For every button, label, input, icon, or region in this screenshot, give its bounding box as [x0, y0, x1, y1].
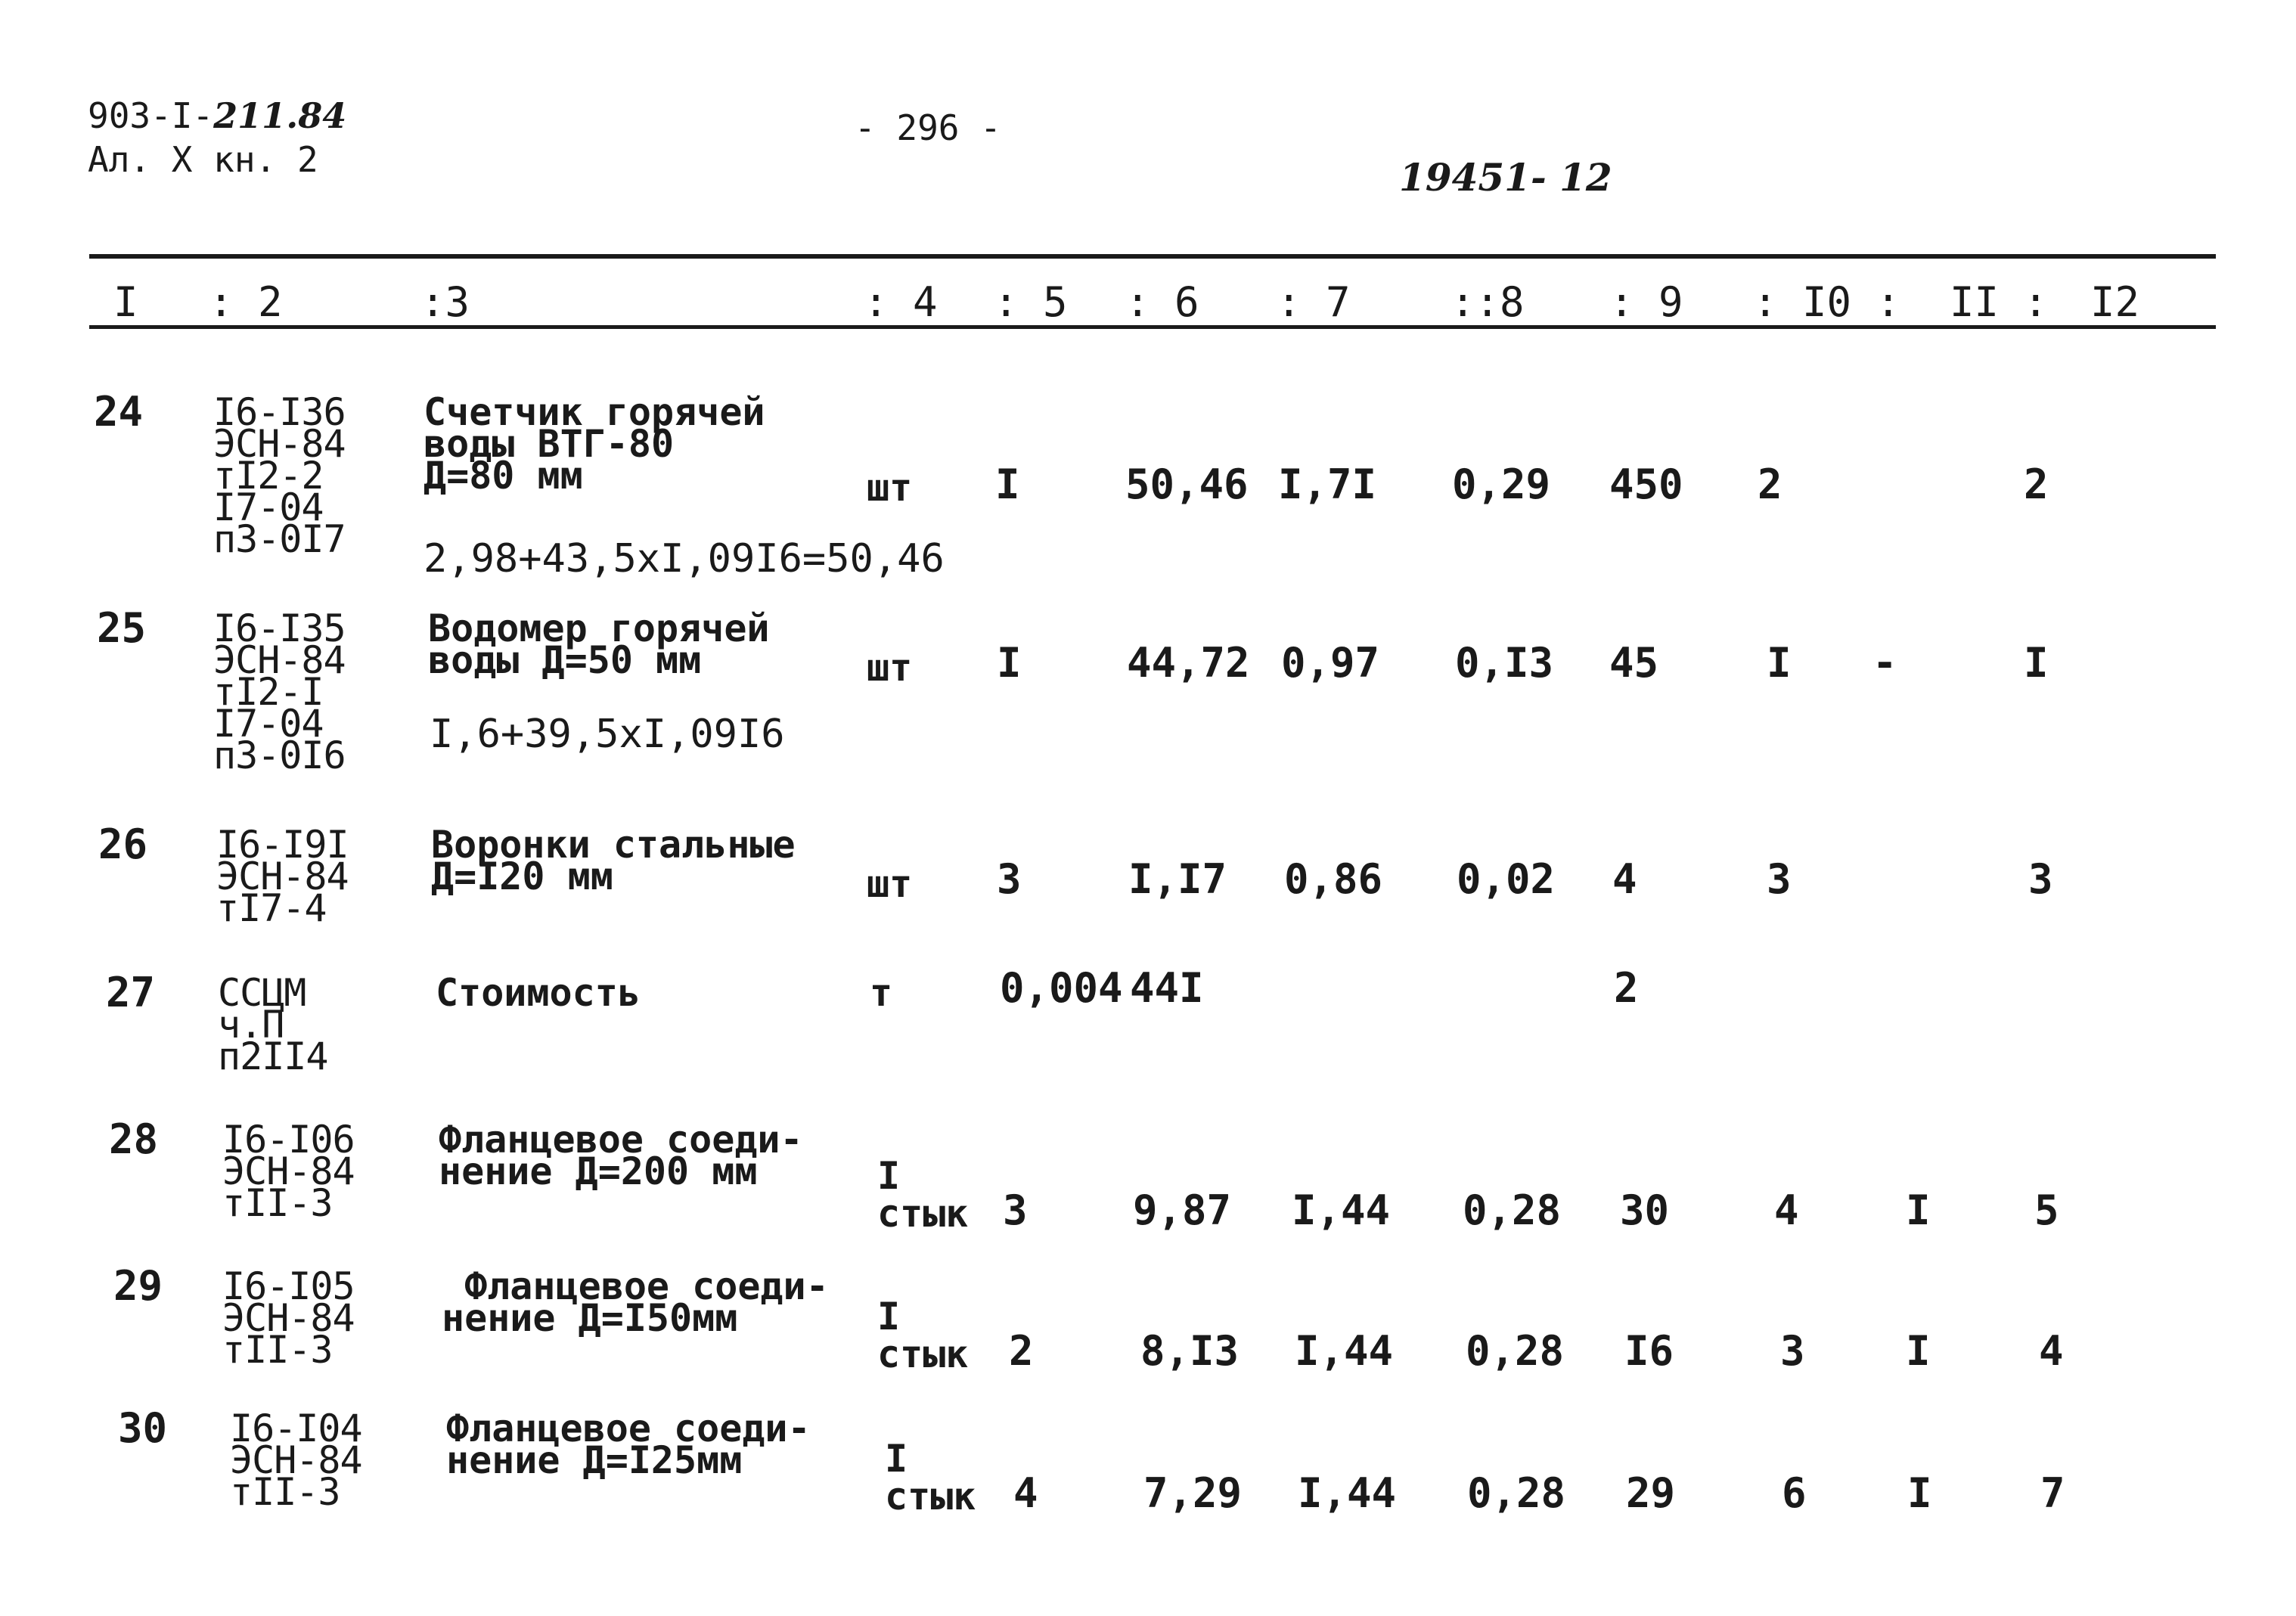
item-name: Стоимость	[436, 971, 641, 1015]
column-header-3: :3	[420, 278, 470, 326]
col10-value: I	[1767, 639, 1792, 687]
unit-quantity-top: I	[877, 1295, 901, 1338]
quantity: 3	[997, 855, 1022, 903]
quantity: 3	[1003, 1186, 1028, 1234]
row-number: 25	[97, 604, 147, 652]
column-header-5: : 5	[994, 278, 1068, 326]
calculation: 2,98+43,5хI,09I6=50,46	[424, 536, 945, 582]
col8-value: 0,28	[1467, 1469, 1566, 1517]
handwritten-reference-number: 19451- 12	[1399, 155, 1612, 200]
quantity: I	[995, 461, 1020, 508]
unit: стык	[877, 1332, 969, 1376]
col7-value: I,44	[1295, 1327, 1394, 1375]
item-name: Счетчик горячей воды ВТГ-80 Д=80 мм	[424, 390, 765, 498]
item-name: Водомер горячей воды Д=50 мм	[428, 606, 770, 682]
col12-value: I	[2024, 639, 2049, 687]
unit-price: 50,46	[1125, 461, 1249, 508]
row-number: 24	[94, 388, 144, 436]
col7-value: I,44	[1292, 1186, 1391, 1234]
unit-quantity-top: I	[885, 1437, 908, 1481]
unit-price: 8,I3	[1140, 1327, 1240, 1375]
col8-value: 0,I3	[1455, 639, 1554, 687]
norm-code: ССЦМ ч.П п2II4	[218, 971, 328, 1078]
item-name: Фланцевое соеди- нение Д=200 мм	[439, 1118, 803, 1193]
col12-value: 3	[2028, 855, 2053, 903]
col10-value: 3	[1767, 855, 1792, 903]
quantity: 4	[1013, 1469, 1038, 1517]
col8-value: 0,28	[1463, 1186, 1562, 1234]
norm-code: I6-I06 ЭСН-84 тII-3	[222, 1118, 355, 1225]
column-header-1: I	[113, 278, 138, 326]
norm-code: I6-I36 ЭСН-84 тI2-2 I7-04 п3-0I7	[213, 390, 346, 561]
top-rule	[89, 254, 2216, 259]
unit: т	[870, 971, 893, 1015]
col9-value: 30	[1620, 1186, 1670, 1234]
col9-value: I6	[1624, 1327, 1674, 1375]
handwritten-doc-number: 211.84	[213, 95, 347, 136]
col7-value: I,7I	[1278, 461, 1377, 508]
column-header-6: : 6	[1125, 278, 1199, 326]
col12-value: 4	[2039, 1327, 2064, 1375]
quantity: I	[997, 639, 1022, 687]
col11-value: -	[1872, 639, 1897, 687]
album-volume: Ал. X кн. 2	[88, 139, 318, 180]
page-number: - 296 -	[855, 107, 1001, 148]
col10-value: 4	[1774, 1186, 1799, 1234]
col11-value: I	[1907, 1469, 1932, 1517]
norm-code: I6-I04 ЭСН-84 тII-3	[230, 1407, 362, 1514]
col7-value: 0,97	[1281, 639, 1380, 687]
unit-price: I,I7	[1128, 855, 1227, 903]
quantity: 2	[1009, 1327, 1034, 1375]
col10-value: 2	[1758, 461, 1783, 508]
col8-value: 0,28	[1466, 1327, 1565, 1375]
column-header-8: ::8	[1451, 278, 1525, 326]
unit-price: 44I	[1130, 964, 1204, 1012]
column-header-9: : 9	[1609, 278, 1683, 326]
col7-value: 0,86	[1284, 855, 1383, 903]
row-number: 27	[106, 969, 156, 1016]
unit-price: 7,29	[1143, 1469, 1243, 1517]
column-header-10: : I0 :	[1753, 278, 1901, 326]
unit-price: 44,72	[1127, 639, 1250, 687]
unit-quantity-top: I	[877, 1154, 901, 1198]
col7-value: I,44	[1298, 1469, 1397, 1517]
col9-value: 4	[1612, 855, 1637, 903]
unit: шт	[867, 466, 913, 510]
unit-price: 9,87	[1133, 1186, 1232, 1234]
col8-value: 0,29	[1452, 461, 1551, 508]
col9-value: 45	[1609, 639, 1659, 687]
calculation: I,6+39,5хI,09I6	[430, 712, 785, 757]
column-header-2: : 2	[209, 278, 283, 326]
document-code: 903-I-211.84	[88, 95, 347, 136]
row-number: 30	[118, 1404, 168, 1452]
col10-value: 6	[1782, 1469, 1807, 1517]
col9-value: 29	[1626, 1469, 1676, 1517]
row-number: 26	[98, 820, 148, 868]
unit: стык	[877, 1192, 969, 1236]
norm-code: I6-I9I ЭСН-84 тI7-4	[216, 823, 349, 930]
col10-value: 3	[1780, 1327, 1805, 1375]
item-name: Воронки стальные Д=I20 мм	[431, 823, 796, 898]
col12-value: 5	[2034, 1186, 2059, 1234]
unit: стык	[885, 1475, 976, 1518]
item-name: Фланцевое соеди- нение Д=I50мм	[442, 1264, 829, 1340]
unit: шт	[867, 862, 913, 906]
col12-value: 7	[2040, 1469, 2065, 1517]
item-name: Фланцевое соеди- нение Д=I25мм	[446, 1407, 811, 1482]
col11-value: I	[1906, 1186, 1931, 1234]
col8-value: 0,02	[1457, 855, 1556, 903]
col12-value: 2	[2024, 461, 2049, 508]
unit: шт	[867, 646, 913, 690]
col11-value: I	[1906, 1327, 1931, 1375]
norm-code: I6-I05 ЭСН-84 тII-3	[222, 1264, 355, 1372]
col9-value: 450	[1609, 461, 1683, 508]
column-header-12: I2	[2090, 278, 2140, 326]
row-number: 29	[113, 1262, 163, 1310]
norm-code: I6-I35 ЭСН-84 тI2-I I7-04 п3-0I6	[213, 606, 346, 777]
quantity: 0,004	[1000, 964, 1123, 1012]
column-header-4: : 4	[864, 278, 938, 326]
column-header-7: : 7	[1277, 278, 1351, 326]
column-header-11: II :	[1950, 278, 2049, 326]
row-number: 28	[109, 1115, 159, 1163]
col9-value: 2	[1614, 964, 1639, 1012]
